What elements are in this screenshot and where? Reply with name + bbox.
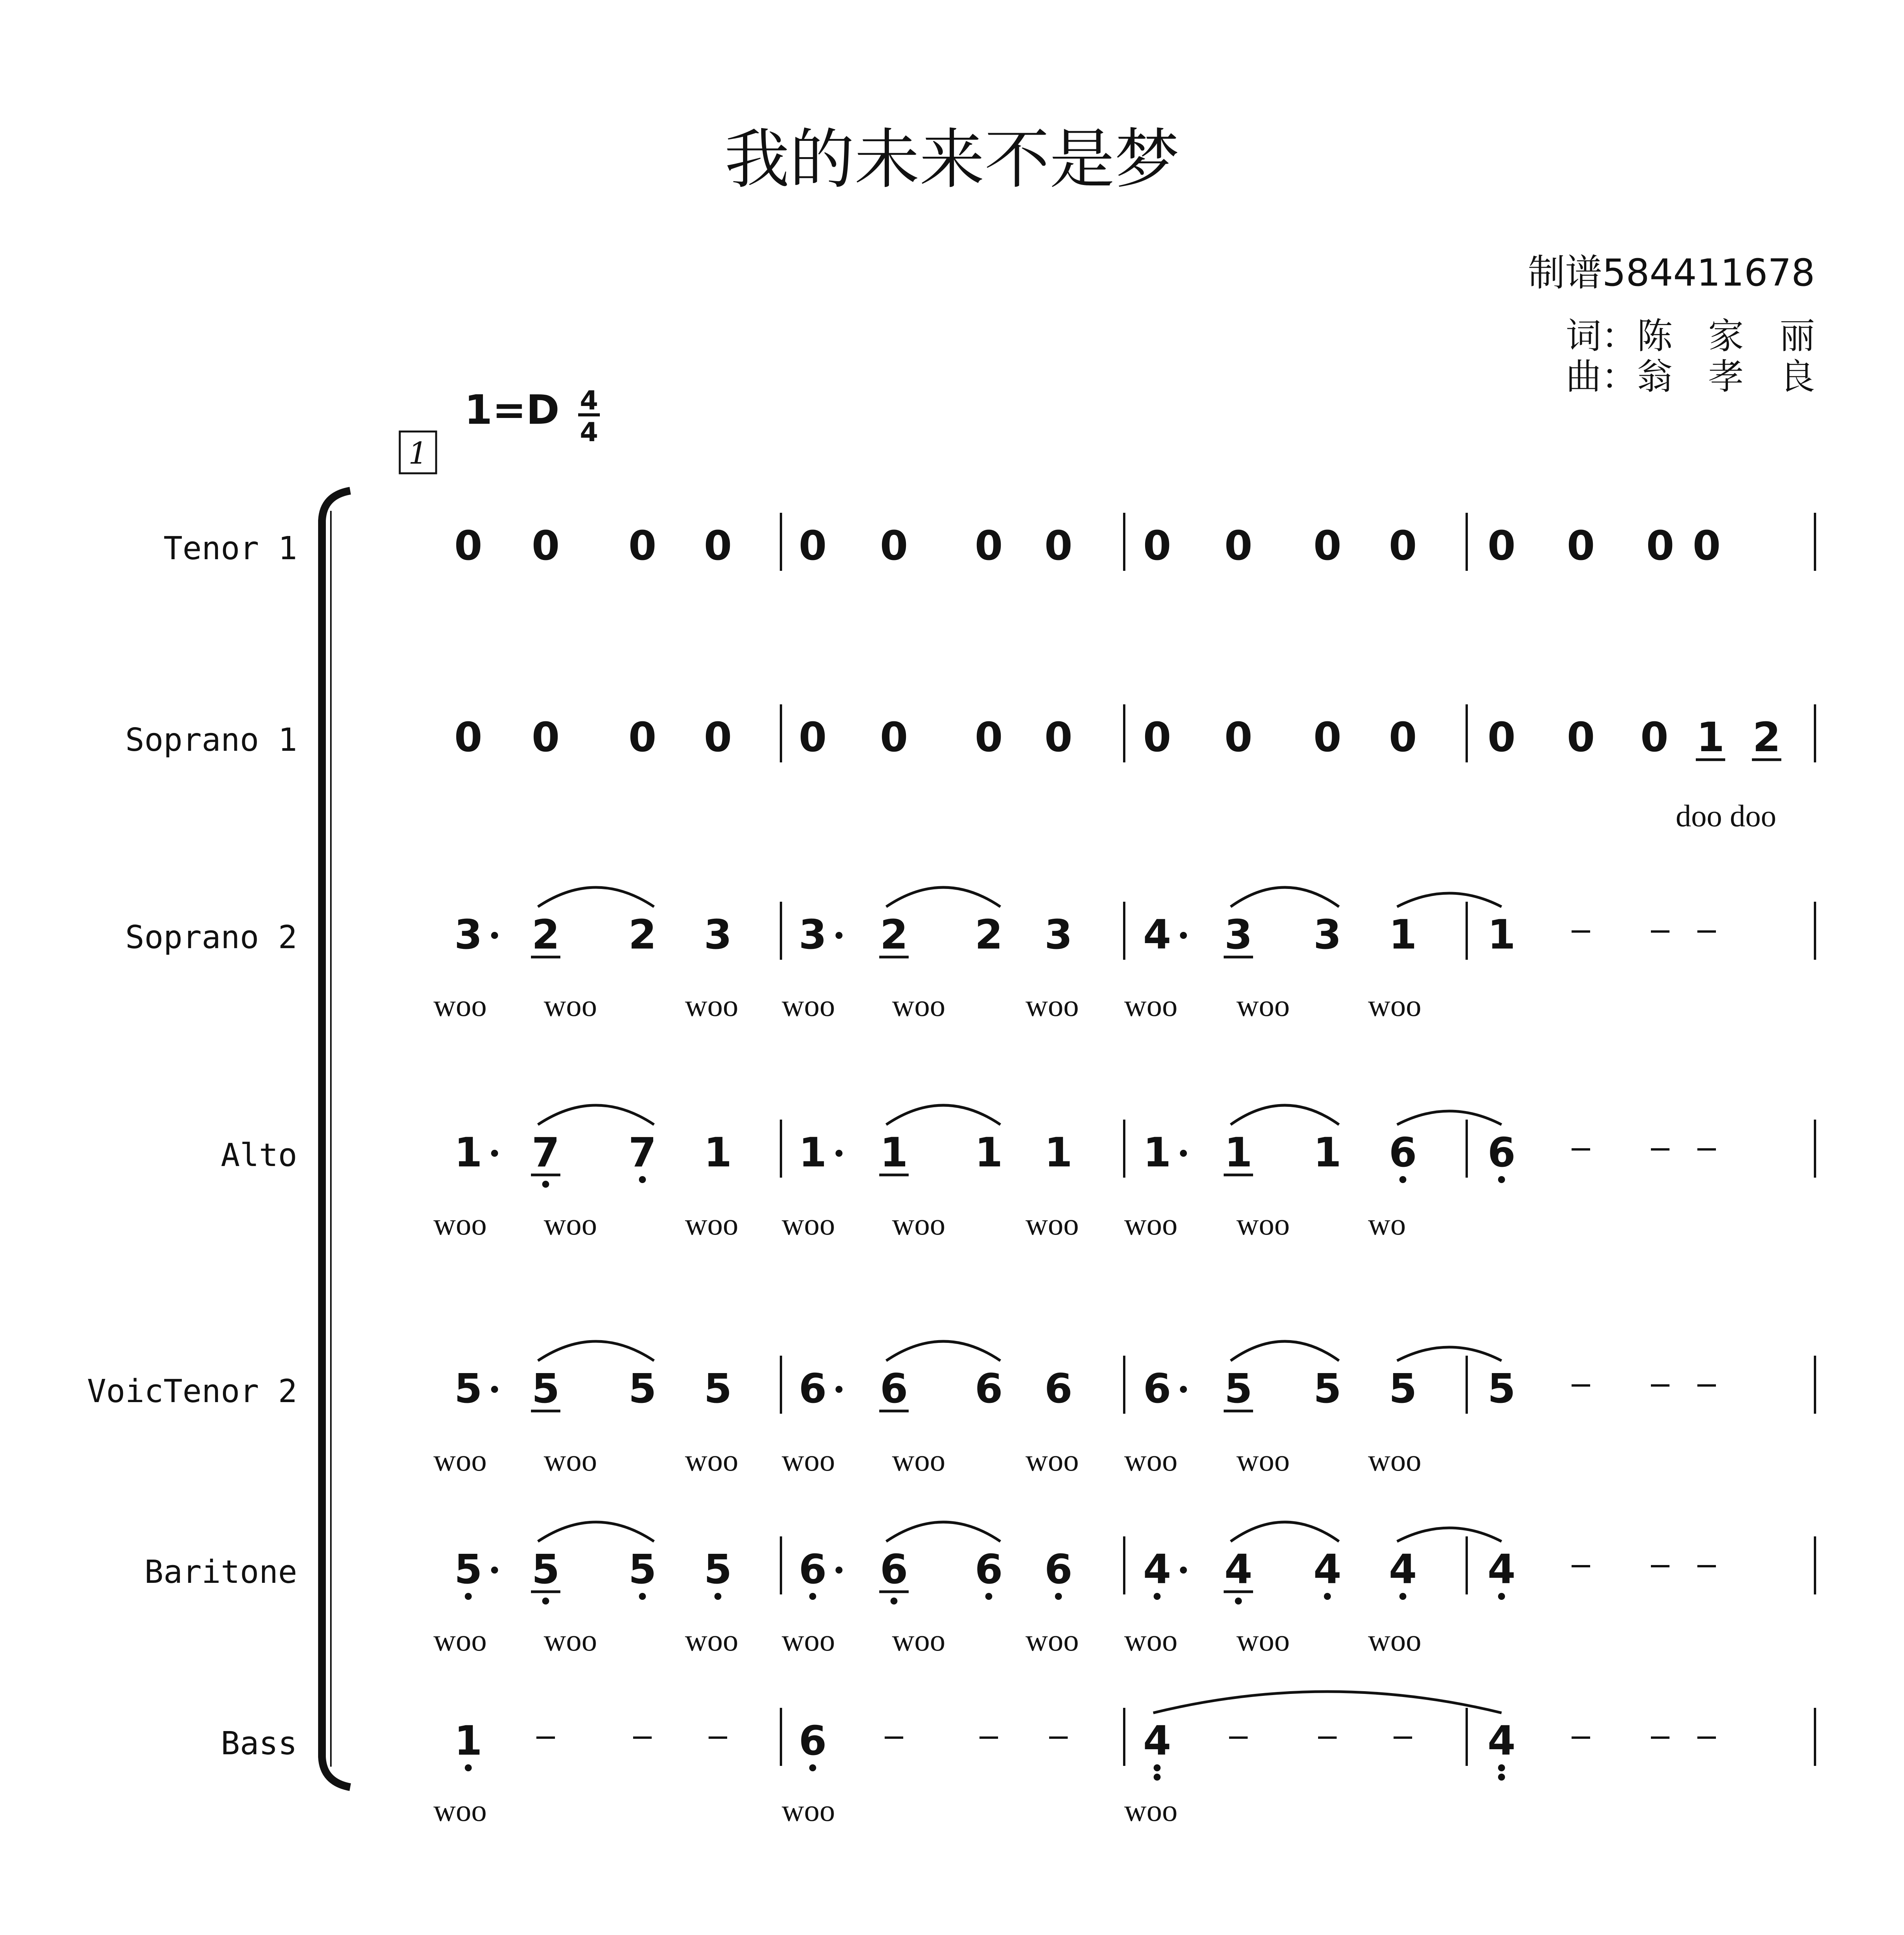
note-digit: 5 [531,1546,560,1593]
note-digit: 1 [880,1129,908,1176]
lower-octave-dot [1154,1764,1161,1771]
note-digit: 4 [1143,1546,1171,1593]
lower-octave-dot [1055,1593,1062,1600]
lyric-line: doo doo [1676,799,1776,833]
lyric-syllable: woo [1236,1623,1290,1658]
lyric-syllable: woo [1124,1794,1178,1828]
note-digit: 1 [1696,714,1725,761]
lower-octave-dot [1399,1593,1406,1600]
lower-octave-dot [1154,1593,1161,1600]
lyric-syllable: woo [1236,1444,1290,1478]
rest: 0 [1640,714,1669,761]
rest: 0 [1313,522,1342,569]
lyric-syllable: woo [685,1207,738,1241]
measure-number: 1 [408,436,428,471]
arranger-credit: 制谱584411678 [1528,251,1815,295]
lower-octave-dot [1235,1598,1242,1605]
lyric-syllable: woo [685,1623,738,1658]
slur [538,1522,654,1541]
augmentation-dot [491,1150,498,1157]
note-digit: 4 [1224,1546,1253,1593]
rest: 0 [531,522,560,569]
voice-name: Soprano 2 [125,919,297,956]
lyric-syllable: woo [892,989,945,1023]
note-digit: 4 [1389,1546,1417,1593]
augmentation-dot [491,1386,498,1393]
slur [1397,1528,1502,1541]
note-digit: 4 [1487,1546,1516,1593]
lyric-syllable: woo [433,989,487,1023]
voice-name: Bass [221,1725,297,1762]
voice-name: Baritone [144,1554,297,1591]
voice-part [163,513,1815,571]
note-digit: 2 [974,911,1003,958]
lower-octave-dot [542,1598,549,1605]
note-digit: 1 [454,1717,483,1764]
note-digit: 6 [1044,1365,1073,1412]
lyric-syllable: woo [1368,1444,1421,1478]
note-digit: 1 [1313,1129,1342,1176]
note-digit: 6 [1044,1546,1073,1593]
rest: 0 [1646,522,1675,569]
voice-part [221,1105,1815,1241]
rest: 0 [798,714,827,761]
note-digit: 3 [1224,911,1253,958]
note-digit: 5 [1389,1365,1417,1412]
lyric-syllable: woo [1124,989,1178,1023]
voice-part [125,887,1815,1023]
voice-staves [87,513,1815,1828]
lower-octave-dot [714,1593,721,1600]
augmentation-dot [836,932,842,939]
lower-octave-dot [890,1598,897,1605]
rest: 0 [1313,714,1342,761]
rest: 0 [454,714,483,761]
rest: 0 [1389,714,1417,761]
slur [1231,1522,1339,1541]
lyric-syllable: woo [1368,989,1421,1023]
note-digit: 4 [1143,1717,1171,1764]
note-digit: 1 [704,1129,732,1176]
rest: 0 [454,522,483,569]
lyric-syllable: woo [685,989,738,1023]
lyricist-credit: 词：陈 家 丽 [1565,315,1815,357]
lyric-syllable: woo [433,1207,487,1241]
note-digit: 1 [1389,911,1417,958]
note-digit: 6 [1389,1129,1417,1176]
note-digit: 5 [628,1546,657,1593]
note-digit: 1 [1044,1129,1073,1176]
score-title: 我的未来不是梦 [724,122,1180,197]
lower-octave-dot [1498,1593,1505,1600]
slur [538,1341,654,1361]
voice-name: VoicTenor 2 [87,1373,297,1410]
time-signature-top: 4 [580,385,598,416]
note-digit: 5 [704,1365,732,1412]
note-digit: 6 [798,1546,827,1593]
augmentation-dot [836,1567,842,1574]
rest: 0 [628,714,657,761]
note-digit: 1 [1224,1129,1253,1176]
composer-credit: 曲：翁 孝 良 [1565,356,1815,397]
note-digit: 1 [798,1129,827,1176]
lyric-syllable: woo [1026,1623,1079,1658]
augmentation-dot [1180,932,1187,939]
voice-part [125,704,1815,833]
note-digit: 5 [531,1365,560,1412]
rest: 0 [1692,522,1721,569]
rest: 0 [880,522,908,569]
lyric-syllable: woo [1236,1207,1290,1241]
note-digit: 6 [974,1365,1003,1412]
lower-octave-dot [1399,1176,1406,1183]
rest: 0 [1567,714,1595,761]
voice-name: Alto [221,1137,297,1174]
key-signature: 1=D [464,386,560,433]
note-digit: 1 [1143,1129,1171,1176]
rest: 0 [1143,714,1171,761]
augmentation-dot [836,1386,842,1393]
slur [538,887,654,907]
rest: 0 [531,714,560,761]
lower-octave-dot [809,1764,816,1771]
lyric-syllable: woo [1124,1207,1178,1241]
voice-part [144,1522,1815,1658]
note-digit: 6 [880,1365,908,1412]
note-digit: 5 [1313,1365,1342,1412]
lower-octave-dot [465,1764,472,1771]
rest: 0 [1389,522,1417,569]
note-digit: 6 [798,1717,827,1764]
slur [886,1522,1000,1541]
note-digit: 5 [704,1546,732,1593]
lyric-syllable: woo [782,1623,835,1658]
rest: 0 [974,522,1003,569]
rest: 0 [1567,522,1595,569]
voice-part [221,1692,1815,1828]
note-digit: 7 [628,1129,657,1176]
time-signature-bottom: 4 [580,417,598,448]
slur [886,887,1000,907]
voice-part [87,1341,1815,1478]
rest: 0 [974,714,1003,761]
slur [1153,1692,1502,1713]
slur [886,1341,1000,1361]
lyric-syllable: woo [433,1623,487,1658]
lyric-syllable: woo [1026,989,1079,1023]
lyric-syllable: woo [892,1444,945,1478]
note-digit: 1 [1487,911,1516,958]
note-digit: 5 [1224,1365,1253,1412]
rest: 0 [704,522,732,569]
lyric-syllable: woo [1368,1623,1421,1658]
slur [886,1105,1000,1125]
lyric-syllable: woo [544,1207,597,1241]
lyric-syllable: woo [685,1444,738,1478]
lyric-syllable: woo [1236,989,1290,1023]
note-digit: 4 [1313,1546,1342,1593]
note-digit: 3 [704,911,732,958]
rest: 0 [1143,522,1171,569]
lyric-syllable: woo [1124,1623,1178,1658]
rest: 0 [1224,522,1253,569]
lower-octave-dot [809,1593,816,1600]
lyric-syllable: woo [433,1444,487,1478]
lyric-syllable: woo [782,1207,835,1241]
lyric-syllable: woo [544,989,597,1023]
note-digit: 1 [974,1129,1003,1176]
note-digit: 6 [880,1546,908,1593]
lower-octave-dot [465,1593,472,1600]
lower-octave-dot [1324,1593,1331,1600]
rest: 0 [1224,714,1253,761]
lyric-syllable: woo [782,1794,835,1828]
lower-octave-dot [1498,1764,1505,1771]
voice-name: Tenor 1 [163,530,297,567]
rest: 0 [628,522,657,569]
slur [538,1105,654,1125]
lyric-syllable: woo [1124,1444,1178,1478]
note-digit: 6 [1143,1365,1171,1412]
augmentation-dot [1180,1386,1187,1393]
note-digit: 2 [1752,714,1781,761]
note-digit: 5 [454,1365,483,1412]
augmentation-dot [1180,1567,1187,1574]
note-digit: 3 [454,911,483,958]
lyric-syllable: woo [433,1794,487,1828]
rest: 0 [880,714,908,761]
lower-octave-dot [985,1593,992,1600]
augmentation-dot [491,1567,498,1574]
slur [1231,1341,1339,1361]
note-digit: 3 [1313,911,1342,958]
lower-octave-dot [1154,1774,1161,1781]
slur [1397,1111,1502,1125]
rest: 0 [798,522,827,569]
augmentation-dot [836,1150,842,1157]
note-digit: 2 [531,911,560,958]
lyric-syllable: woo [892,1623,945,1658]
rest: 0 [704,714,732,761]
note-digit: 3 [798,911,827,958]
lower-octave-dot [639,1176,646,1183]
note-digit: 5 [454,1546,483,1593]
note-digit: 2 [628,911,657,958]
lyric-syllable: woo [782,1444,835,1478]
lower-octave-dot [542,1181,549,1188]
slur [1397,1347,1502,1361]
lyric-syllable: wo [1368,1207,1406,1241]
lyric-syllable: woo [782,989,835,1023]
note-digit: 4 [1487,1717,1516,1764]
system-bracket [322,491,350,1787]
note-digit: 7 [531,1129,560,1176]
slur [1231,1105,1339,1125]
note-digit: 1 [454,1129,483,1176]
rest: 0 [1044,522,1073,569]
slur [1397,893,1502,907]
lyric-syllable: woo [1026,1207,1079,1241]
note-digit: 4 [1143,911,1171,958]
note-digit: 2 [880,911,908,958]
lyric-syllable: woo [544,1444,597,1478]
note-digit: 6 [974,1546,1003,1593]
rest: 0 [1487,522,1516,569]
note-digit: 3 [1044,911,1073,958]
rest: 0 [1487,714,1516,761]
rest: 0 [1044,714,1073,761]
lower-octave-dot [1498,1176,1505,1183]
voice-name: Soprano 1 [125,722,297,759]
slur [1231,887,1339,907]
lower-octave-dot [1498,1774,1505,1781]
note-digit: 6 [798,1365,827,1412]
note-digit: 5 [1487,1365,1516,1412]
note-digit: 6 [1487,1129,1516,1176]
note-digit: 5 [628,1365,657,1412]
lower-octave-dot [639,1593,646,1600]
augmentation-dot [491,932,498,939]
lyric-syllable: woo [892,1207,945,1241]
lyric-syllable: woo [1026,1444,1079,1478]
lyric-syllable: woo [544,1623,597,1658]
augmentation-dot [1180,1150,1187,1157]
